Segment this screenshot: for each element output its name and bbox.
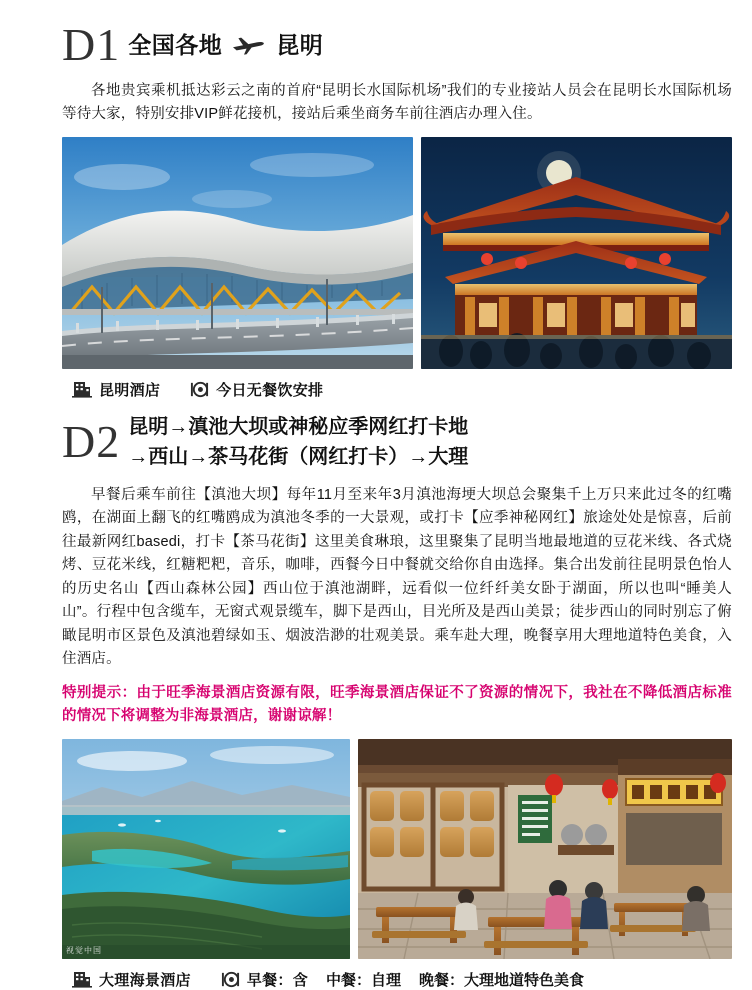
day2-hotel-info	[72, 969, 191, 990]
day1-title-origin: 全国各地	[128, 31, 223, 58]
hotel-icon	[72, 969, 92, 989]
day2-info-bar	[72, 969, 732, 990]
day2-warning-note: 特别提示：由于旺季海景酒店资源有限，旺季海景酒店保证不了资源的情况下，我社在不降低酒店标准的情况下将调整为非海景酒店，谢谢谅解！	[62, 684, 732, 725]
day2-code: D2	[62, 415, 121, 467]
day1-title-dest: 昆明	[276, 31, 324, 58]
chama-flower-street-photo	[358, 739, 732, 959]
day1-meal-info	[190, 379, 323, 400]
day2-meals-dinner: 晚餐：大理地道特色美食	[419, 971, 585, 989]
day2-title	[128, 412, 468, 472]
airplane-icon	[232, 33, 266, 62]
day2-meals-lunch: 中餐：自理	[326, 971, 402, 989]
day1-hotel-info	[72, 379, 160, 400]
day2-heading	[62, 412, 732, 472]
day2-photo-row	[62, 739, 732, 959]
day2-paragraph: 早餐后乘车前往【滇池大坝】每年11月至来年3月滇池海埂大坝总会聚集千上万只来此过冬的红嘴鸥，在湖面上翻飞的红嘴鸥成为滇池冬季的一大景观，或打卡【应季神秘网红】旅途处处是惊喜，后前往最新网红basedi，打卡【茶马花街】这里美食琳琅，这里聚集了昆明当地最地道的豆花米线、各式烧烤、豆花米线，红糖粑粑，音乐，咖啡，西餐今日中餐就交给你自由选择。集合出发前往昆明景色怡人的历史名山【西山森林公园】西山位于滇池湖畔，远看似一位纤纤美女卧于湖面，所以也叫“睡美人山”。行程中包含缆车，无窗式观景缆车，脚下是西山，目光所及是西山美景；徒步西山的同时别忘了俯瞰昆明市区景色及滇池碧绿如玉、烟波浩渺的壮观美景。乘车赴大理，晚餐享用大理地道特色美食，入住酒店。	[62, 486, 732, 668]
day1-info-bar	[72, 379, 732, 400]
day1-paragraph: 各地贵宾乘机抵达彩云之南的首府“昆明长水国际机场”我们的专业接站人员会在昆明长水国际机场等待大家，特别安排VIP鲜花接机，接站后乘坐商务车前往酒店办理入住。	[62, 83, 732, 123]
day1-code: D1	[62, 19, 121, 70]
day1-photo-row	[62, 137, 732, 369]
photo-credit: 视觉中国	[66, 945, 102, 955]
day2-meal-info	[221, 969, 584, 990]
day2-hotel-label: 大理海景酒店	[99, 971, 191, 989]
day1-heading	[62, 19, 732, 70]
erhai-lake-aerial-photo	[62, 739, 350, 959]
hotel-icon	[72, 379, 92, 399]
kunming-airport-photo	[62, 137, 413, 369]
meal-icon	[190, 380, 209, 399]
day1-hotel-label: 昆明酒店	[99, 381, 161, 399]
kunming-night-temple-photo	[421, 137, 732, 369]
day2-meals-breakfast: 早餐：含	[246, 971, 309, 989]
day2-title-line1: 昆明→滇池大坝或神秘应季网红打卡地	[128, 415, 469, 438]
day2-title-line2: →西山→茶马花街（网红打卡）→大理	[128, 445, 469, 468]
day1-meal-label: 今日无餐饮安排	[216, 381, 324, 399]
meal-icon	[221, 970, 240, 989]
day1-title	[128, 31, 323, 60]
